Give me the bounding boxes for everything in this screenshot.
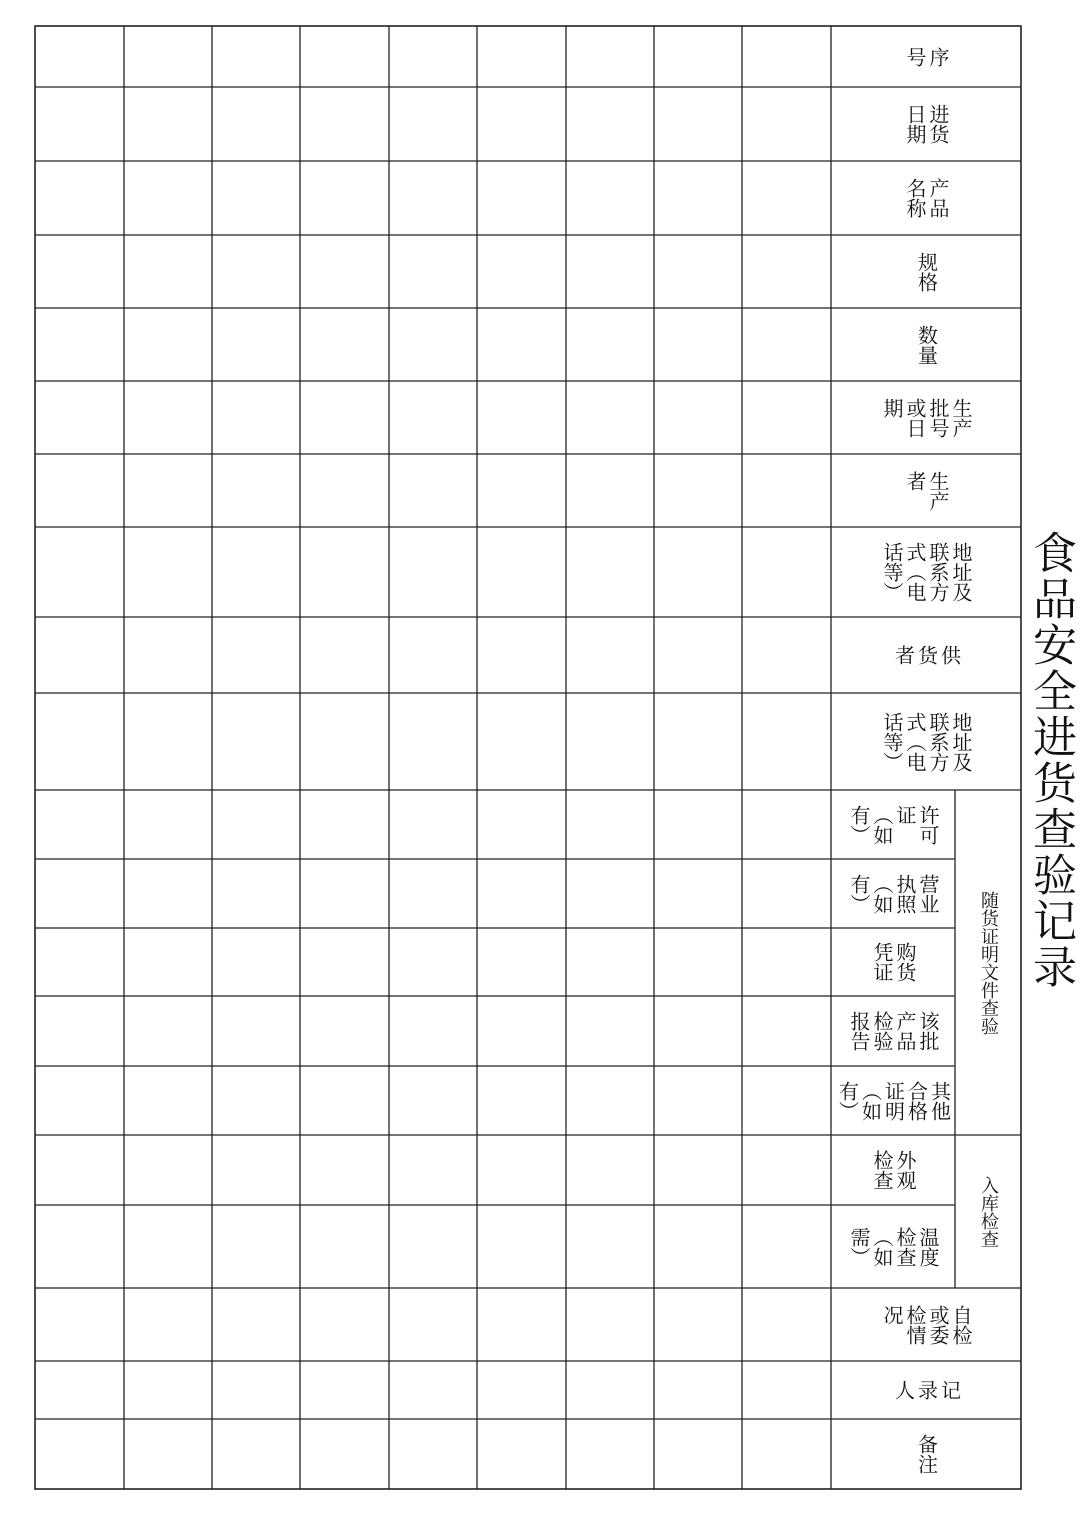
- column-header-remarks: 备注: [914, 1434, 939, 1474]
- column-header-producer: 生产 者: [903, 470, 950, 511]
- column-header-recorder: 记 录 人: [891, 1380, 962, 1400]
- column-header-supplier-contact: 地址及 联系方 式（电 话等）: [880, 711, 973, 772]
- column-header-temperature-check: 温度 检查 （如 需）: [847, 1226, 940, 1267]
- column-header-supplier: 供 货 者: [891, 645, 962, 665]
- column-header-business-license: 营业 执照 （如 有）: [847, 873, 940, 914]
- column-header-license: 许可 证 （如 有）: [847, 804, 940, 845]
- column-header-inspection-report: 该批 产品 检验 报告: [847, 1011, 940, 1051]
- column-header-self-inspection: 自检 或委 检情 况: [880, 1304, 973, 1345]
- group-header-document-check: 随货证明文件查验: [978, 890, 999, 1035]
- column-header-quantity: 数量: [914, 324, 939, 365]
- column-header-purchase-voucher: 购货 凭证: [870, 942, 917, 982]
- group-header-warehouse-check: 入库检查: [978, 1175, 999, 1248]
- column-header-purchase-date: 进货 日期: [903, 104, 950, 144]
- column-header-appearance-check: 外观 检查: [870, 1150, 917, 1190]
- column-header-product-name: 产品 名称: [903, 178, 950, 218]
- page-title: 食品安全进货查验记录: [1025, 530, 1076, 990]
- column-header-specification: 规格: [914, 251, 939, 292]
- column-header-producer-contact: 地址及 联系方 式（电 话等）: [880, 542, 973, 602]
- column-header-other-certificate: 其他 合格 证明 （如 有）: [835, 1080, 952, 1121]
- column-header-batch-or-date: 生产 批号 或日 期: [880, 397, 973, 438]
- column-header-seq-no: 序 号: [903, 46, 950, 67]
